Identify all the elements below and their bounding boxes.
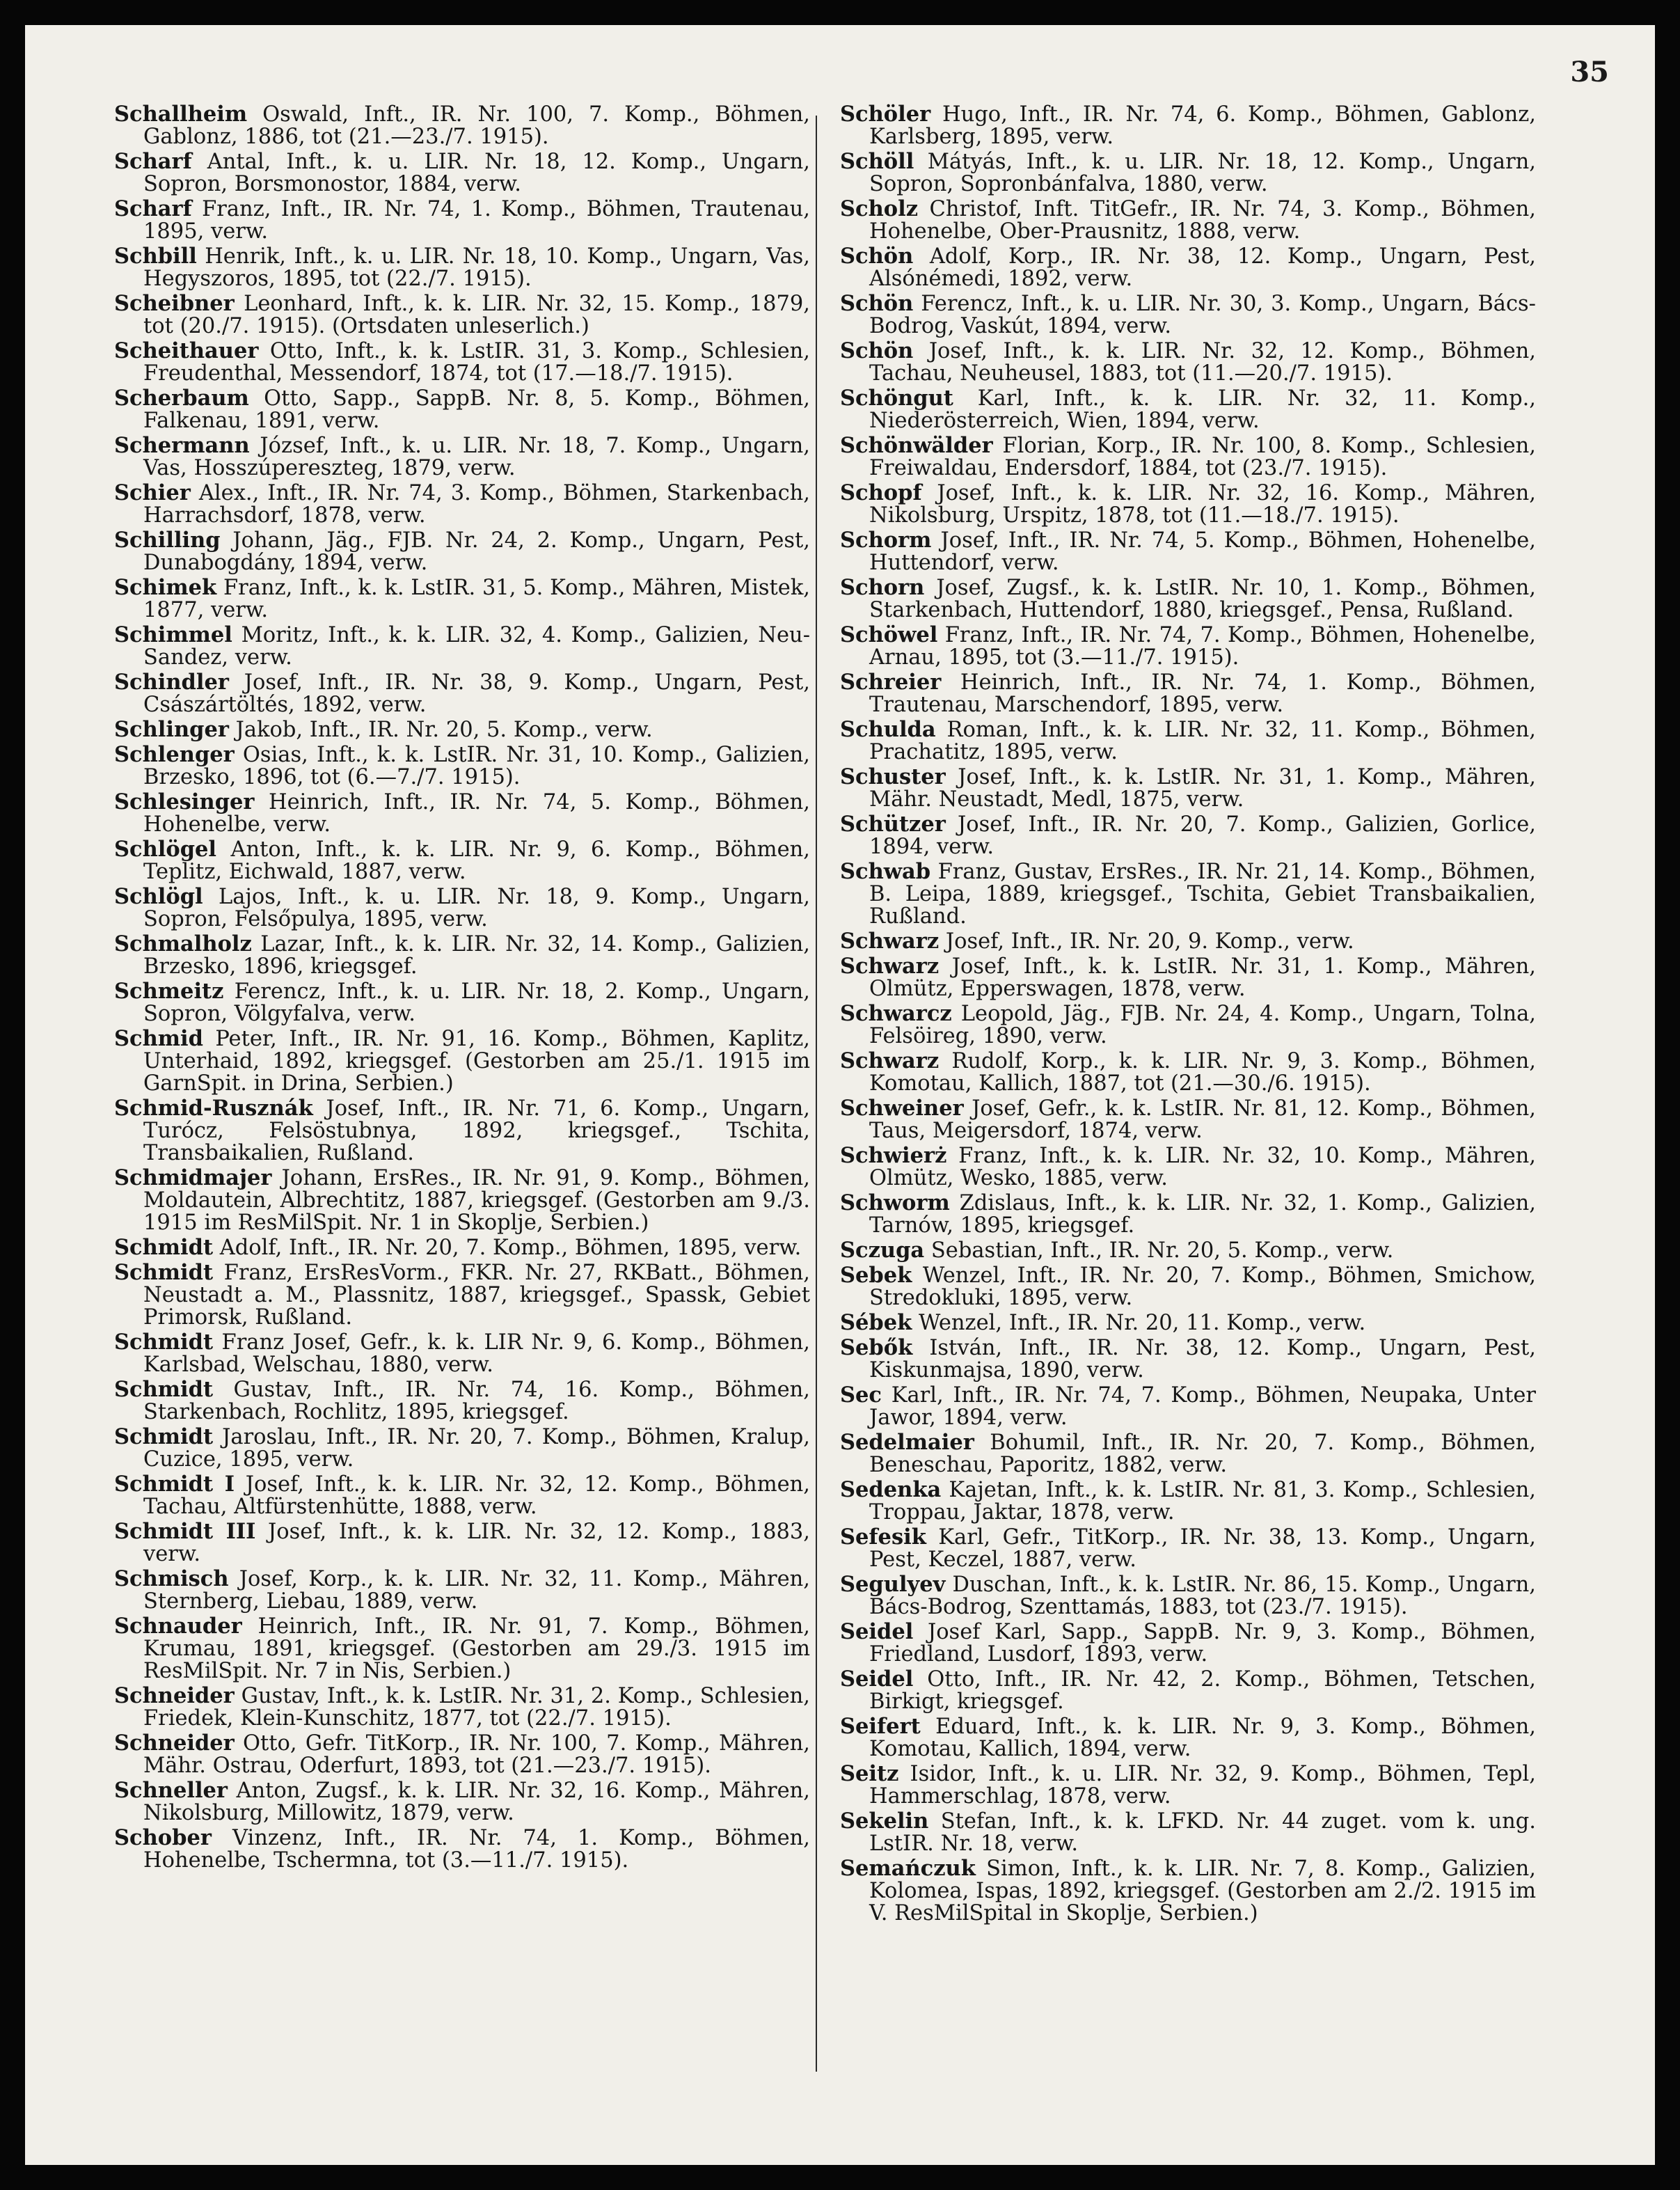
entry-details: Heinrich, Inft., IR. Nr. 74, 5. Komp., Böhmen, Hohenelbe, verw. (143, 790, 810, 837)
roster-entry (840, 1384, 1536, 1429)
entry-details: Gustav, Inft., k. k. LstIR. Nr. 31, 2. Komp., Schlesien, Friedek, Klein-Kunschitz, 1877, tot (22./7. 1915). (143, 1684, 810, 1731)
entry-details: Simon, Inft., k. k. LIR. Nr. 7, 8. Komp., Galizien, Kolomea, Ispas, 1892, kriegsgef. (Gestorben am 2./2. 1915 im V. ResMilSpital in Skoplje, Serbien.) (869, 1857, 1537, 1925)
entry-details: Franz, Inft., IR. Nr. 74, 1. Komp., Böhmen, Trautenau, 1895, verw. (143, 197, 811, 244)
entry-surname: Schmidt (114, 1377, 214, 1402)
entry-surname: Schuster (840, 764, 946, 789)
entry-surname: Scharf (114, 196, 192, 221)
roster-entry (114, 1426, 810, 1471)
roster-entry (114, 1027, 810, 1095)
entry-surname: Scharf (114, 149, 192, 174)
entry-surname: Schmidt (114, 1424, 214, 1449)
entry-details: Josef, Inft., k. k. LIR. Nr. 32, 12. Komp., Böhmen, Tachau, Neuheusel, 1883, tot (11.—20./7. 1915). (869, 339, 1536, 386)
entry-surname: Schwierż (840, 1143, 947, 1168)
roster-entry (840, 1431, 1536, 1476)
entry-surname: Schwab (840, 859, 931, 884)
page-number: 35 (1570, 56, 1609, 88)
entry-surname: Schmalholz (114, 931, 252, 956)
entry-details: Franz, ErsResVorm., FKR. Nr. 27, RKBatt., Böhmen, Neustadt a. M., Plassnitz, 1887, kriegsgef., Spassk, Gebiet Primorsk, Rußland. (143, 1261, 810, 1330)
entry-details: Wenzel, Inft., IR. Nr. 20, 11. Komp., verw. (919, 1311, 1366, 1335)
entry-surname: Schmidt (114, 1260, 214, 1285)
entry-details: Josef, Inft., k. k. LstIR. Nr. 31, 1. Komp., Mähren, Olmütz, Epperswagen, 1878, verw. (869, 954, 1537, 1001)
entry-details: Johann, Jäg., FJB. Nr. 24, 2. Komp., Ungarn, Pest, Dunabogdány, 1894, verw. (143, 528, 810, 575)
roster-entry (114, 1473, 810, 1518)
roster-entry (840, 1526, 1536, 1571)
roster-entry (114, 1615, 810, 1683)
entry-surname: Schorm (840, 528, 932, 553)
roster-entry (840, 1479, 1536, 1524)
entry-details: Josef, Gefr., k. k. LstIR. Nr. 81, 12. Komp., Böhmen, Taus, Meigersdorf, 1874, verw. (869, 1096, 1536, 1143)
roster-entry (840, 1192, 1536, 1237)
roster-entry (114, 198, 810, 243)
roster-entry (840, 955, 1536, 1000)
entry-details: Lazar, Inft., k. k. LIR. Nr. 32, 14. Komp., Galizien, Brzesko, 1896, kriegsgef. (143, 932, 810, 979)
entry-surname: Sczuga (840, 1238, 925, 1263)
entry-surname: Schweiner (840, 1096, 964, 1121)
entry-details: Franz, Gustav, ErsRes., IR. Nr. 21, 14. Komp., Böhmen, B. Leipa, 1889, kriegsgef., Tschita, Gebiet Transbaikalien, Rußland. (869, 860, 1536, 929)
entry-surname: Schön (840, 338, 914, 363)
entry-surname: Scherbaum (114, 386, 249, 411)
entry-details: Otto, Sapp., SappB. Nr. 8, 5. Komp., Böhmen, Falkenau, 1891, verw. (143, 386, 810, 433)
entry-surname: Schwarcz (840, 1001, 952, 1026)
entry-surname: Schwarz (840, 954, 940, 979)
entry-surname: Sekelin (840, 1809, 929, 1834)
entry-details: Isidor, Inft., k. u. LIR. Nr. 32, 9. Komp., Böhmen, Tepl, Hammerschlag, 1878, verw. (869, 1762, 1536, 1809)
entry-details: Adolf, Korp., IR. Nr. 38, 12. Komp., Ungarn, Pest, Alsónémedi, 1892, verw. (869, 244, 1536, 291)
entry-details: Josef, Inft., IR. Nr. 20, 7. Komp., Galizien, Gorlice, 1894, verw. (869, 812, 1536, 859)
entry-details: Duschan, Inft., k. k. LstIR. Nr. 86, 15. Komp., Ungarn, Bács-Bodrog, Szenttamás, 1883, tot (23./7. 1915). (869, 1573, 1536, 1619)
roster-entry (840, 576, 1536, 622)
roster-entry (840, 103, 1536, 148)
entry-surname: Schober (114, 1825, 212, 1850)
roster-entry (840, 1097, 1536, 1142)
entry-surname: Schier (114, 480, 191, 505)
roster-entry (840, 718, 1536, 764)
scanned-page (25, 25, 1655, 2165)
entry-surname: Sedelmaier (840, 1430, 974, 1455)
entry-details: Gustav, Inft., IR. Nr. 74, 16. Komp., Böhmen, Starkenbach, Rochlitz, 1895, kriegsgef. (143, 1378, 810, 1424)
roster-entry (840, 1264, 1536, 1309)
entry-details: Anton, Inft., k. k. LIR. Nr. 9, 6. Komp., Böhmen, Teplitz, Eichwald, 1887, verw. (143, 837, 810, 884)
entry-details: Josef, Inft., k. k. LIR. Nr. 32, 16. Komp., Mähren, Nikolsburg, Urspitz, 1878, tot (11.—18./7. 1915). (869, 481, 1536, 528)
entry-details: Heinrich, Inft., IR. Nr. 74, 1. Komp., Böhmen, Trautenau, Marschendorf, 1895, verw. (869, 670, 1536, 717)
roster-entry (840, 1573, 1536, 1618)
roster-entry (840, 387, 1536, 432)
entry-surname: Schützer (840, 812, 946, 837)
entry-details: Franz, Inft., k. k. LstIR. 31, 5. Komp., Mähren, Mistek, 1877, verw. (143, 576, 810, 622)
entry-surname: Schlinger (114, 717, 229, 742)
entry-surname: Schworm (840, 1190, 950, 1215)
left-column (114, 103, 810, 1874)
roster-entry (114, 885, 810, 931)
roster-entry (114, 340, 810, 385)
roster-entry (840, 434, 1536, 480)
entry-surname: Schmidt III (114, 1519, 256, 1544)
entry-details: Hugo, Inft., IR. Nr. 74, 6. Komp., Böhmen, Gablonz, Karlsberg, 1895, verw. (869, 102, 1536, 149)
entry-details: Jaroslau, Inft., IR. Nr. 20, 7. Komp., Böhmen, Kralup, Cuzice, 1895, verw. (143, 1425, 810, 1472)
entry-details: Mátyás, Inft., k. u. LIR. Nr. 18, 12. Komp., Ungarn, Sopron, Sopronbánfalva, 1880, verw. (869, 150, 1536, 196)
entry-surname: Sebek (840, 1263, 912, 1288)
roster-entry (114, 1827, 810, 1872)
entry-surname: Sedenka (840, 1477, 942, 1502)
roster-entry (114, 1236, 810, 1259)
entry-surname: Schopf (840, 480, 922, 505)
entry-details: Bohumil, Inft., IR. Nr. 20, 7. Komp., Böhmen, Beneschau, Paporitz, 1882, verw. (869, 1431, 1536, 1477)
entry-details: Otto, Gefr. TitKorp., IR. Nr. 100, 7. Komp., Mähren, Mähr. Ostrau, Oderfurt, 1893, tot (21.—23./7. 1915). (143, 1731, 810, 1778)
roster-entry (114, 1378, 810, 1424)
entry-surname: Semańczuk (840, 1856, 976, 1881)
entry-surname: Segulyev (840, 1572, 946, 1597)
roster-entry (114, 529, 810, 574)
entry-surname: Schulda (840, 717, 936, 742)
roster-entry (840, 1668, 1536, 1713)
entry-surname: Scheithauer (114, 338, 259, 363)
entry-details: József, Inft., k. u. LIR. Nr. 18, 7. Komp., Ungarn, Vas, Hosszúpereszteg, 1879, verw. (143, 434, 810, 480)
entry-details: Josef, Inft., k. k. LstIR. Nr. 31, 1. Komp., Mähren, Mähr. Neustadt, Medl, 1875, verw. (869, 765, 1536, 812)
roster-entry (840, 340, 1536, 385)
entry-details: Josef, Inft., k. k. LIR. Nr. 32, 12. Komp., Böhmen, Tachau, Altfürstenhütte, 1888, verw. (143, 1472, 811, 1519)
roster-entry (114, 1685, 810, 1730)
roster-entry (840, 150, 1536, 196)
roster-entry (840, 198, 1536, 243)
entry-surname: Schbill (114, 244, 197, 269)
entry-surname: Schöwel (840, 622, 938, 647)
roster-entry (114, 718, 810, 741)
entry-details: Adolf, Inft., IR. Nr. 20, 7. Komp., Böhmen, 1895, verw. (219, 1236, 802, 1260)
roster-entry (114, 1568, 810, 1613)
roster-entry (840, 529, 1536, 574)
roster-entry (840, 1337, 1536, 1382)
entry-surname: Seidel (840, 1619, 914, 1644)
roster-entry (114, 1331, 810, 1376)
roster-entry (114, 292, 810, 338)
roster-entry (840, 1763, 1536, 1808)
entry-details: Ferencz, Inft., k. u. LIR. Nr. 18, 2. Komp., Ungarn, Sopron, Völgyfalva, verw. (143, 979, 810, 1026)
roster-entry (840, 813, 1536, 858)
entry-details: Karl, Gefr., TitKorp., IR. Nr. 38, 13. Komp., Ungarn, Pest, Keczel, 1887, verw. (869, 1525, 1536, 1572)
entry-details: Josef, Inft., IR. Nr. 71, 6. Komp., Ungarn, Turócz, Felsöstubnya, 1892, kriegsgef., Tschita, Transbaikalien, Rußland. (143, 1096, 810, 1165)
entry-surname: Schlögel (114, 837, 217, 862)
roster-entry (840, 1002, 1536, 1048)
roster-entry (114, 980, 810, 1025)
roster-entry (114, 150, 810, 196)
entry-surname: Sec (840, 1382, 882, 1408)
entry-details: Jakob, Inft., IR. Nr. 20, 5. Komp., verw. (235, 718, 653, 742)
roster-entry (840, 860, 1536, 928)
entry-details: Karl, Inft., IR. Nr. 74, 7. Komp., Böhmen, Neupaka, Unter Jawor, 1894, verw. (869, 1383, 1536, 1430)
entry-details: Otto, Inft., k. k. LstIR. 31, 3. Komp., Schlesien, Freudenthal, Messendorf, 1874, tot (17.—18./7. 1915). (143, 339, 810, 386)
roster-entry (114, 1520, 810, 1566)
entry-surname: Schilling (114, 528, 221, 553)
entry-surname: Schöngut (840, 386, 953, 411)
entry-details: Johann, ErsRes., IR. Nr. 91, 9. Komp., Böhmen, Moldautein, Albrechtitz, 1887, kriegsgef. (Gestorben am 9./3. 1915 im ResMilSpit. Nr. 1 in Skoplje, Serbien.) (143, 1166, 810, 1235)
entry-surname: Schneider (114, 1683, 235, 1708)
entry-details: Josef, Inft., IR. Nr. 20, 9. Komp., verw. (945, 929, 1354, 954)
entry-surname: Schön (840, 244, 914, 269)
entry-details: Heinrich, Inft., IR. Nr. 91, 7. Komp., Böhmen, Krumau, 1891, kriegsgef. (Gestorben am 29./3. 1915 im ResMilSpit. Nr. 7 in Nis, Serbien.) (143, 1614, 810, 1683)
roster-entry (114, 1261, 810, 1329)
entry-surname: Schwarz (840, 1048, 940, 1073)
roster-entry (114, 933, 810, 978)
roster-entry (840, 245, 1536, 290)
entry-surname: Seidel (840, 1667, 914, 1692)
entry-details: Josef, Inft., IR. Nr. 38, 9. Komp., Ungarn, Pest, Császártöltés, 1892, verw. (143, 670, 810, 717)
entry-surname: Schmeitz (114, 979, 224, 1004)
entry-details: Josef, Inft., k. k. LIR. Nr. 32, 12. Komp., 1883, verw. (143, 1520, 810, 1566)
roster-entry (840, 1810, 1536, 1855)
entry-details: Otto, Inft., IR. Nr. 42, 2. Komp., Böhmen, Tetschen, Birkigt, kriegsgef. (869, 1667, 1536, 1714)
entry-surname: Sefesik (840, 1525, 926, 1550)
entry-details: Franz Josef, Gefr., k. k. LIR Nr. 9, 6. Komp., Böhmen, Karlsbad, Welschau, 1880, verw. (143, 1330, 810, 1377)
entry-details: Lajos, Inft., k. u. LIR. Nr. 18, 9. Komp., Ungarn, Sopron, Felsőpulya, 1895, verw. (143, 885, 810, 931)
entry-details: Josef, Korp., k. k. LIR. Nr. 32, 11. Komp., Mähren, Sternberg, Liebau, 1889, verw. (143, 1567, 810, 1614)
entry-details: Henrik, Inft., k. u. LIR. Nr. 18, 10. Komp., Ungarn, Vas, Hegyszoros, 1895, tot (22./7. 1915). (143, 244, 810, 291)
entry-surname: Schöll (840, 149, 914, 174)
column-divider (816, 116, 817, 2072)
entry-details: Florian, Korp., IR. Nr. 100, 8. Komp., Schlesien, Freiwaldau, Endersdorf, 1884, tot (23./7. 1915). (869, 434, 1536, 480)
roster-entry (114, 1167, 810, 1234)
entry-surname: Schindler (114, 670, 229, 695)
entry-surname: Schallheim (114, 102, 248, 127)
entry-surname: Schneider (114, 1731, 235, 1756)
entry-details: Roman, Inft., k. k. LIR. Nr. 32, 11. Komp., Böhmen, Prachatitz, 1895, verw. (869, 718, 1536, 764)
entry-details: Moritz, Inft., k. k. LIR. 32, 4. Komp., Galizien, Neu-Sandez, verw. (143, 623, 810, 670)
entry-surname: Schlögl (114, 884, 203, 909)
roster-entry (114, 576, 810, 622)
roster-entry (114, 791, 810, 836)
roster-entry (114, 1732, 810, 1777)
entry-details: Kajetan, Inft., k. k. LstIR. Nr. 81, 3. Komp., Schlesien, Troppau, Jaktar, 1878, verw. (869, 1478, 1536, 1525)
roster-entry (114, 103, 810, 148)
roster-entry (114, 1097, 810, 1165)
roster-entry (840, 1239, 1536, 1262)
entry-details: Peter, Inft., IR. Nr. 91, 16. Komp., Böhmen, Kaplitz, Unterhaid, 1892, kriegsgef. (Gestorben am 25./1. 1915 im GarnSpit. in Drina, Serbien.) (143, 1027, 810, 1096)
entry-surname: Sébek (840, 1310, 912, 1335)
entry-surname: Schmid-Rusznák (114, 1096, 313, 1121)
entry-details: István, Inft., IR. Nr. 38, 12. Komp., Ungarn, Pest, Kiskunmajsa, 1890, verw. (869, 1336, 1537, 1382)
roster-entry (840, 292, 1536, 338)
entry-surname: Schmidmajer (114, 1165, 272, 1190)
entry-details: Josef, Inft., IR. Nr. 74, 5. Komp., Böhmen, Hohenelbe, Huttendorf, verw. (869, 528, 1536, 575)
roster-entry (114, 838, 810, 883)
entry-details: Christof, Inft. TitGefr., IR. Nr. 74, 3. Komp., Böhmen, Hohenelbe, Ober-Prausnitz, 1888, verw. (869, 197, 1536, 244)
roster-entry (840, 930, 1536, 953)
entry-surname: Seifert (840, 1714, 921, 1739)
roster-entry (840, 1621, 1536, 1666)
entry-details: Josef Karl, Sapp., SappB. Nr. 9, 3. Komp., Böhmen, Friedland, Lusdorf, 1893, verw. (869, 1620, 1536, 1667)
entry-surname: Schlenger (114, 742, 235, 767)
entry-details: Josef, Zugsf., k. k. LstIR. Nr. 10, 1. Komp., Böhmen, Starkenbach, Huttendorf, 1880, kriegsgef., Pensa, Rußland. (869, 576, 1536, 622)
entry-surname: Schönwälder (840, 433, 993, 458)
entry-surname: Schreier (840, 670, 942, 695)
roster-entry (114, 245, 810, 290)
entry-details: Sebastian, Inft., IR. Nr. 20, 5. Komp., verw. (930, 1238, 1394, 1263)
entry-surname: Schermann (114, 433, 250, 458)
entry-details: Antal, Inft., k. u. LIR. Nr. 18, 12. Komp., Ungarn, Sopron, Borsmonostor, 1884, verw. (143, 150, 810, 196)
entry-surname: Scheibner (114, 291, 235, 316)
entry-details: Franz, Inft., k. k. LIR. Nr. 32, 10. Komp., Mähren, Olmütz, Wesko, 1885, verw. (869, 1144, 1536, 1190)
entry-details: Oswald, Inft., IR. Nr. 100, 7. Komp., Böhmen, Gablonz, 1886, tot (21.—23./7. 1915). (143, 102, 810, 149)
entry-details: Zdislaus, Inft., k. k. LIR. Nr. 32, 1. Komp., Galizien, Tarnów, 1895, kriegsgef. (869, 1191, 1536, 1238)
roster-entry (840, 624, 1536, 669)
entry-details: Leopold, Jäg., FJB. Nr. 24, 4. Komp., Ungarn, Tolna, Felsöireg, 1890, verw. (869, 1002, 1536, 1048)
roster-entry (840, 1857, 1536, 1925)
entry-surname: Schöler (840, 102, 931, 127)
entry-details: Franz, Inft., IR. Nr. 74, 7. Komp., Böhmen, Hohenelbe, Arnau, 1895, tot (3.—11./7. 1915). (869, 623, 1536, 670)
entry-details: Ferencz, Inft., k. u. LIR. Nr. 30, 3. Komp., Ungarn, Bács-Bodrog, Vaskút, 1894, verw. (869, 292, 1536, 338)
roster-entry (114, 624, 810, 669)
roster-entry (114, 1779, 810, 1825)
entry-surname: Schimmel (114, 622, 232, 647)
entry-surname: Schnauder (114, 1614, 242, 1639)
entry-surname: Schneller (114, 1778, 228, 1803)
entry-surname: Schmidt I (114, 1472, 235, 1497)
entry-surname: Schimek (114, 575, 217, 600)
entry-details: Stefan, Inft., k. k. LFKD. Nr. 44 zuget. vom k. ung. LstIR. Nr. 18, verw. (869, 1809, 1536, 1856)
entry-details: Alex., Inft., IR. Nr. 74, 3. Komp., Böhmen, Starkenbach, Harrachsdorf, 1878, verw. (143, 481, 810, 528)
right-column (840, 103, 1536, 1927)
entry-surname: Schmidt (114, 1235, 214, 1260)
roster-entry (114, 482, 810, 527)
roster-entry (840, 766, 1536, 811)
entry-surname: Schön (840, 291, 914, 316)
roster-entry (114, 743, 810, 789)
roster-entry (840, 1715, 1536, 1760)
roster-entry (840, 1050, 1536, 1095)
entry-details: Anton, Zugsf., k. k. LIR. Nr. 32, 16. Komp., Mähren, Nikolsburg, Millowitz, 1879, verw. (143, 1779, 810, 1825)
entry-surname: Schwarz (840, 929, 940, 954)
entry-surname: Schmidt (114, 1330, 214, 1355)
entry-details: Karl, Inft., k. k. LIR. Nr. 32, 11. Komp., Niederösterreich, Wien, 1894, verw. (869, 386, 1536, 433)
roster-entry (114, 671, 810, 716)
entry-surname: Schmisch (114, 1566, 229, 1591)
entry-details: Eduard, Inft., k. k. LIR. Nr. 9, 3. Komp., Böhmen, Komotau, Kallich, 1894, verw. (869, 1715, 1536, 1761)
entry-surname: Scholz (840, 196, 919, 221)
entry-details: Leonhard, Inft., k. k. LIR. Nr. 32, 15. Komp., 1879, tot (20./7. 1915). (Ortsdaten unleserlich.) (143, 292, 810, 338)
roster-entry (840, 671, 1536, 716)
entry-surname: Sebők (840, 1335, 913, 1360)
roster-entry (114, 434, 810, 480)
entry-surname: Schlesinger (114, 789, 255, 814)
roster-entry (840, 482, 1536, 527)
roster-entry (114, 387, 810, 432)
entry-details: Osias, Inft., k. k. LstIR. Nr. 31, 10. Komp., Galizien, Brzesko, 1896, tot (6.—7./7. 1915). (143, 743, 810, 789)
roster-entry (840, 1144, 1536, 1190)
entry-surname: Seitz (840, 1761, 899, 1786)
entry-surname: Schmid (114, 1026, 203, 1051)
entry-surname: Schorn (840, 575, 925, 600)
roster-entry (840, 1311, 1536, 1334)
entry-details: Rudolf, Korp., k. k. LIR. Nr. 9, 3. Komp., Böhmen, Komotau, Kallich, 1887, tot (21.—30./6. 1915). (869, 1049, 1536, 1096)
entry-details: Wenzel, Inft., IR. Nr. 20, 7. Komp., Böhmen, Smichow, Stredokluki, 1895, verw. (869, 1263, 1536, 1310)
entry-details: Vinzenz, Inft., IR. Nr. 74, 1. Komp., Böhmen, Hohenelbe, Tschermna, tot (3.—11./7. 1915). (143, 1826, 810, 1873)
